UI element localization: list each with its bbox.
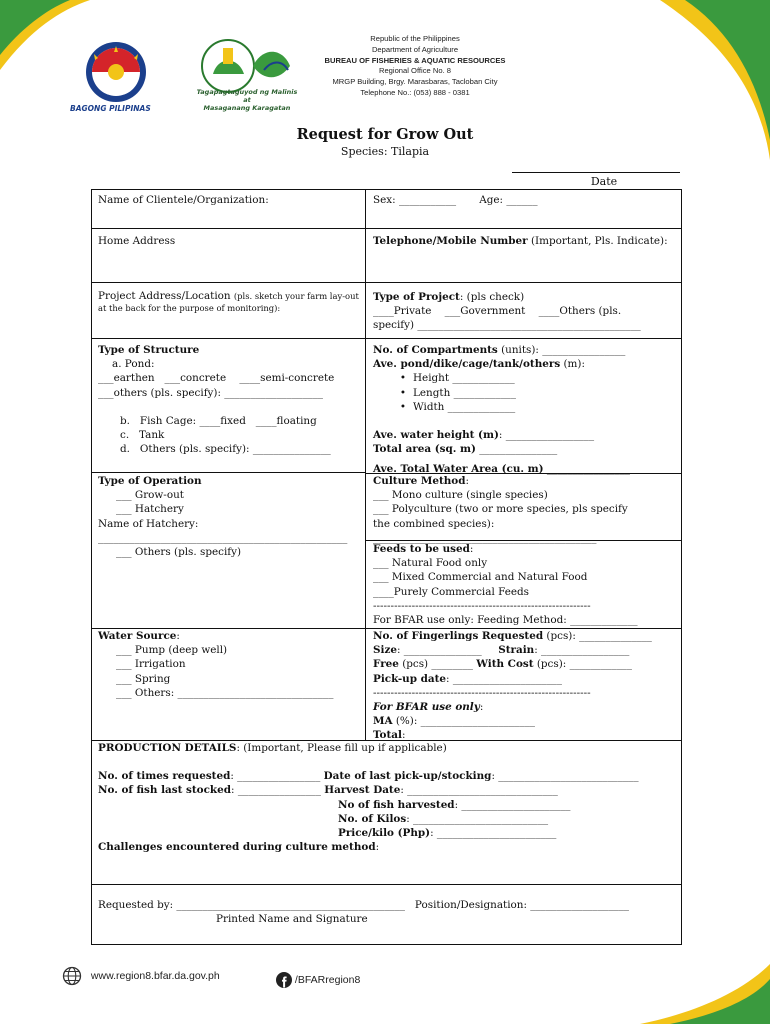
pickup-label: Pick-up date (373, 672, 447, 685)
water-pump[interactable]: ___ Pump (deep well) (116, 644, 228, 657)
facebook-icon (276, 972, 292, 988)
fish-harvested-blank[interactable]: : _____________________ (454, 798, 571, 811)
sex-blank[interactable]: ___________ (398, 194, 457, 206)
type-project-label: Type of Project (373, 291, 460, 303)
compartments-field[interactable] (373, 343, 678, 456)
compartments-blank[interactable]: (units): ________________ (501, 344, 626, 356)
pickup-blank[interactable]: : _____________________ (446, 672, 562, 685)
telephone-field[interactable] (373, 234, 673, 248)
age-blank[interactable]: ______ (506, 194, 538, 206)
total-water-label: Ave. Total Water Area (cu. m) (373, 463, 544, 475)
printed-name-label: Printed Name and Signature (216, 913, 368, 926)
type-project-note: : (pls check) (459, 291, 525, 303)
letterhead-line6: Telephone No.: (053) 888 - 0381 (360, 87, 470, 97)
fingerlings-field[interactable]: No. of Fingerlings Requested (pcs): ______________ Size: _______________ Strain: _________________ Free (pcs) ________ With Cost (pcs): ____________ Pick-up date: _____________________ -------------------------------------------------------------- For BFAR use only: MA (%): ______________________ Total: __________________________ (373, 629, 678, 743)
globe-icon (62, 966, 82, 986)
bfar-feeding[interactable]: For BFAR use only: Feeding Method: _____________ (373, 614, 638, 627)
facebook-link[interactable]: /BFARregion8 (294, 974, 361, 986)
letterhead-line5: MRGP Building, Brgy. Marasbaras, Tacloban City (332, 77, 498, 87)
da-motto-line2: Masaganang Karagatan (203, 104, 291, 112)
bullet-icon: • (399, 400, 407, 413)
water-source-field[interactable]: Water Source: ___ Pump (deep well) ___ Irrigation ___ Spring ___ Others: ______________________________ (98, 629, 360, 700)
free-label: Free (373, 658, 399, 671)
home-address-label: Home Address (98, 235, 176, 247)
times-requested-blank[interactable]: : ________________ (230, 770, 324, 783)
last-pickup-label: Date of last pick-up/stocking (323, 770, 492, 783)
total-area-blank[interactable]: _______________ (475, 443, 558, 456)
sex-age-field[interactable] (373, 193, 538, 207)
harvest-date-label: Harvest Date (324, 784, 401, 797)
ave-pond-label: Ave. pond/dike/cage/tank/others (373, 358, 561, 371)
water-others[interactable]: ___ Others: ______________________________ (116, 686, 334, 699)
op-growout[interactable]: ___ Grow-out (116, 489, 184, 502)
price-blank[interactable]: : _______________________ (430, 827, 557, 840)
water-irrigation[interactable]: ___ Irrigation (116, 658, 186, 671)
footer-facebook[interactable] (276, 972, 360, 988)
width-field[interactable]: Width _____________ (413, 400, 516, 413)
height-field[interactable]: Height ____________ (413, 372, 515, 385)
bagong-pilipinas-logo (86, 42, 146, 102)
feeds-mixed[interactable]: ___ Mixed Commercial and Natural Food (373, 571, 588, 584)
challenges-colon: : (375, 841, 380, 854)
position-field[interactable]: Position/Designation: ___________________ (414, 899, 629, 911)
feeds-natural[interactable]: ___ Natural Food only (373, 557, 488, 570)
type-project-specify[interactable]: specify) ___________________________________________ (373, 319, 641, 332)
da-motto-line1: Tagapagtaguyod ng Malinis at (196, 88, 298, 104)
culture-field[interactable]: Culture Method: ___ Mono culture (single species) ___ Polyculture (two or more species, pls specify the combined species): ___________________________________________ (373, 474, 678, 545)
letterhead (300, 34, 530, 99)
date-label: Date (590, 175, 618, 188)
signature-section (98, 898, 678, 926)
requested-by-field[interactable]: Requested by: ____________________________________________ (98, 899, 405, 911)
strain-label: Strain (498, 644, 535, 657)
total-area-label: Total area (sq. m) (373, 443, 476, 456)
letterhead-line1: Republic of the Philippines (370, 34, 460, 43)
structure-pond-options[interactable]: ___earthen ___concrete ____semi-concrete (98, 372, 335, 385)
kilos-label: No. of Kilos (338, 812, 407, 825)
culture-divider (366, 540, 681, 541)
letterhead-line4: Regional Office No. 8 (378, 66, 452, 76)
structure-pond-others[interactable]: ___others (pls. specify): ___________________ (98, 386, 323, 399)
name-field[interactable] (98, 193, 269, 207)
type-project-field[interactable] (373, 290, 678, 333)
total-blank[interactable]: : __________________________ (401, 729, 544, 742)
telephone-note: (Important, Pls. Indicate): (530, 235, 668, 247)
op-others[interactable]: ___ Others (pls. specify) (116, 546, 242, 559)
compartments-label: No. of Compartments (373, 344, 498, 356)
row-project (92, 283, 681, 339)
signature-divider (92, 884, 681, 885)
production-note: : (Important, Please fill up if applicable) (236, 742, 447, 754)
sex-label: Sex: (373, 194, 396, 206)
feeds-field[interactable]: Feeds to be used: ___ Natural Food only ___ Mixed Commercial and Natural Food ____Purely Commercial Feeds -------------------------------------------------------------- For BFAR use only: Feeding Method: _____________ (373, 542, 678, 627)
structure-cage[interactable]: b. Fish Cage: ____fixed ____floating (120, 414, 317, 427)
hatchery-name-blank[interactable]: ________________________________________________ (98, 531, 348, 544)
strain-blank[interactable]: : _________________ (534, 644, 630, 657)
water-height-blank[interactable]: : _________________ (498, 429, 595, 442)
feeds-purely[interactable]: ____Purely Commercial Feeds (373, 585, 529, 598)
water-source-label: Water Source (98, 630, 177, 642)
cost-label: With Cost (476, 658, 534, 671)
kilos-blank[interactable]: : __________________________ (406, 812, 549, 825)
culture-mono[interactable]: ___ Mono culture (single species) (373, 489, 548, 502)
last-pickup-blank[interactable]: : ___________________________ (491, 770, 639, 783)
production-details (98, 741, 678, 854)
hatchery-name-label: Name of Hatchery: (98, 517, 199, 530)
production-label: PRODUCTION DETAILS (98, 742, 237, 754)
culture-poly-note: the combined species): (373, 517, 495, 530)
total-water-blank[interactable]: ________________ (543, 463, 630, 475)
op-hatchery[interactable]: ___ Hatchery (116, 503, 184, 516)
fish-stocked-label: No. of fish last stocked (98, 784, 232, 797)
fingerlings-blank[interactable]: (pcs): ______________ (543, 630, 652, 642)
structure-label: Type of Structure (98, 344, 200, 356)
length-field[interactable]: Length ____________ (413, 386, 516, 399)
fingerlings-label: No. of Fingerlings Requested (373, 630, 544, 642)
home-address-field[interactable] (98, 234, 175, 248)
project-address-note: (pls. sketch your farm lay-out at the back for the purpose of monitoring): (98, 291, 359, 313)
letterhead-line3: BUREAU OF FISHERIES & AQUATIC RESOURCES (324, 55, 506, 65)
size-label: Size (373, 644, 397, 657)
corner-decoration-bottom-right (640, 964, 770, 1024)
total-label: Total (373, 729, 402, 742)
age-label: Age: (479, 194, 504, 206)
times-requested-label: No. of times requested (98, 770, 231, 783)
name-label: Name of Clientele/Organization: (98, 194, 269, 206)
culture-poly[interactable]: ___ Polyculture (two or more species, pls specify (373, 503, 628, 516)
operation-field[interactable] (98, 474, 360, 559)
challenges-label: Challenges encountered during culture method (98, 841, 376, 854)
structure-others[interactable]: d. Others (pls. specify): _______________ (120, 443, 331, 456)
water-spring[interactable]: ___ Spring (116, 672, 171, 685)
form-subtitle: Species: Tilapia (340, 145, 430, 158)
ave-pond-note: (m): (563, 358, 585, 371)
letterhead-line2: Department of Agriculture (371, 44, 459, 54)
footer-website[interactable] (62, 966, 220, 986)
price-label: Price/kilo (Php) (338, 827, 431, 840)
row-address (92, 229, 681, 283)
ma-label: MA (373, 715, 393, 728)
feeds-label: Feeds to be used (373, 543, 470, 555)
water-height-label: Ave. water height (m) (373, 429, 499, 442)
cost-blank[interactable]: (pcs): ____________ (533, 658, 632, 671)
row-structure (92, 339, 681, 473)
dash-separator: -------------------------------------------------------------- (373, 599, 591, 612)
form-title: Request for Grow Out (296, 126, 474, 143)
row-name (92, 190, 681, 229)
culture-blank[interactable]: ___________________________________________ (373, 531, 597, 544)
bullet-icon: • (399, 372, 407, 385)
fish-harvested-label: No of fish harvested (338, 798, 455, 811)
date-field[interactable] (512, 172, 680, 173)
size-blank[interactable]: : _______________ (396, 644, 482, 657)
department-of-agriculture-logo (202, 40, 290, 92)
request-form (91, 189, 682, 945)
structure-field[interactable] (98, 343, 360, 456)
culture-label: Culture Method (373, 475, 466, 487)
operation-label: Type of Operation (98, 475, 202, 487)
bagong-pilipinas-text: BAGONG PILIPINAS (70, 104, 151, 113)
da-motto (192, 88, 302, 112)
dash-separator-2: -------------------------------------------------------------- (373, 686, 591, 699)
structure-tank[interactable]: c. Tank (120, 429, 165, 442)
telephone-label: Telephone/Mobile Number (373, 235, 528, 247)
fish-stocked-blank[interactable]: : ________________ (231, 784, 325, 797)
bfar-use-label: For BFAR use only (373, 701, 480, 714)
bullet-icon: • (399, 386, 407, 399)
project-address-field[interactable] (98, 290, 360, 314)
free-blank[interactable]: (pcs) ________ (398, 658, 477, 671)
structure-pond: a. Pond: (112, 358, 155, 371)
ma-blank[interactable]: (%): ______________________ (392, 715, 535, 728)
project-address-label: Project Address/Location (98, 290, 231, 302)
website-link[interactable]: www.region8.bfar.da.gov.ph (90, 970, 220, 982)
harvest-date-blank[interactable]: : _____________________________ (400, 784, 558, 797)
type-project-options[interactable]: ____Private ___Government ____Others (pls. (373, 305, 622, 318)
